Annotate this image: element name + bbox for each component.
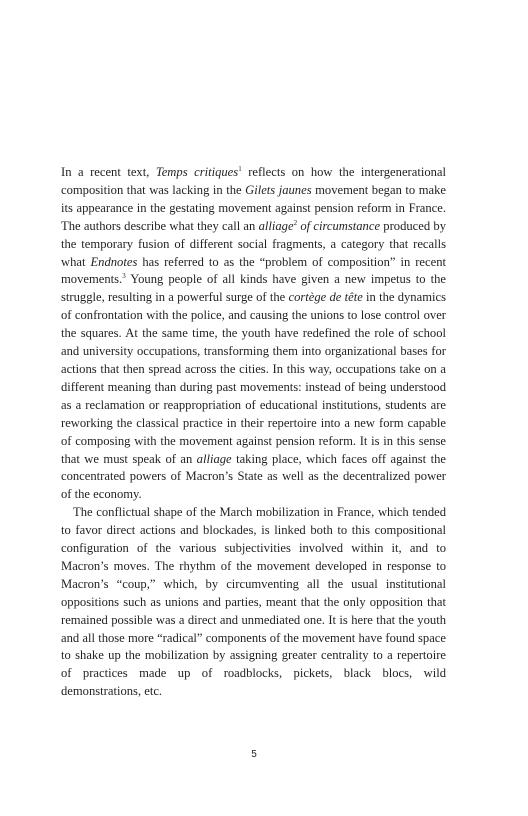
journal-title: Endnotes [90,254,138,269]
journal-title: Temps critiques [155,165,239,179]
term-alliage: alliage [258,218,294,233]
text-segment: reflects on how the intergenerational composition that was lacking in the [61,165,446,197]
footnote-ref-2: 2 [293,218,298,227]
text-segment: movement began to make its appearance in the gestating movement against pension reform in France. The authors describe what they call an [61,182,446,233]
movement-name: Gilets jaunes [245,182,312,197]
text-segment: taking place, which faces off against the concentrated powers of Macron’s State as well as the decentralized power of the economy. [61,451,446,502]
body-text [61,164,446,701]
term-alliage: alliage [196,451,232,466]
footnote-ref-1: 1 [238,165,242,173]
term-cortege-de-tete: cortège de tête [288,290,363,305]
text-segment: in the dynamics of confrontation with the police, and causing the unions to lose control over the squares. At the same time, the youth have redefined the role of school and university occupations, transforming them into organizational bases for actions that then spread across the cities. In this way, occupations take on a different meaning than during past movements: instead of being understood as a reclamation or reappropriation of educational institutions, students are reworking the classical practice in their repertoire into a new form capable of composing with the movement against pension reform. It is in this sense that we must speak of an [61,290,446,466]
footnote-ref-3: 3 [122,272,126,281]
text-segment: produced by the temporary fusion of different social fragments, a category that recalls what [61,218,446,269]
text-segment: Young people of all kinds have given a new impetus to the struggle, resulting in a powerful surge of the [61,272,446,305]
paragraph-2 [61,504,446,701]
page-number: 5 [251,749,257,760]
text-segment: In a recent text, [61,165,156,179]
paragraph-1 [61,164,446,504]
text-segment: has referred to as the “problem of composition” in recent movements. [61,254,446,287]
term-of-circumstance: of circumstance [300,218,381,233]
text-segment: The conflictual shape of the March mobilization in France, which tended to favor direct actions and blockades, is linked both to this compositional configuration of the various subjectivities involved within it, and to Macron’s moves. The rhythm of the movement developed in response to Macron’s “coup,” which, by circumventing all the usual institutional oppositions such as unions and parties, meant that the only opposition that remained possible was a direct and unmediated one. It is here that the youth and all those more “radical” components of the movement have found space to shake up the mobilization by assigning greater centrality to a repertoire of practices made up of roadblocks, pickets, black blocs, wild demonstrations, etc. [61,505,446,699]
